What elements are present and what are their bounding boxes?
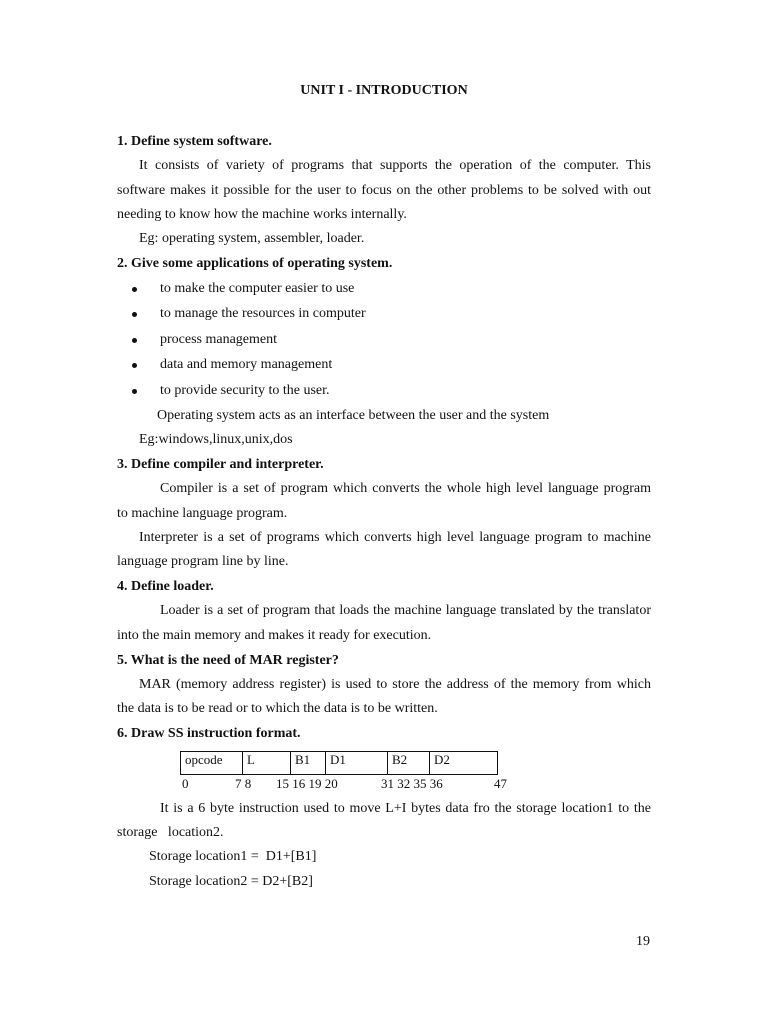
q4-paragraph-line-2: into the main memory and makes it ready for execution. (117, 628, 432, 643)
field-opcode: opcode (181, 752, 243, 775)
field-d2: D2 (430, 752, 498, 775)
bit-position-label: 15 16 19 20 (276, 776, 338, 791)
q1-paragraph-line-2: software makes it possible for the user to focus on the other problems to be solved with out (117, 183, 651, 198)
bullet-icon (132, 363, 137, 368)
q1-paragraph-line-1: It consists of variety of programs that supports the operation of the computer. This (139, 158, 651, 173)
field-l: L (243, 752, 291, 775)
q2-note: Operating system acts as an interface between the user and the system (157, 408, 550, 423)
q3-paragraph-line-1: Compiler is a set of program which converts the whole high level language program (160, 481, 651, 496)
ss-instruction-format-table (180, 751, 498, 775)
q4-paragraph-line-1: Loader is a set of program that loads the machine language translated by the translator (160, 603, 651, 618)
q6-heading: 6. Draw SS instruction format. (117, 726, 301, 741)
bullet-icon (132, 287, 137, 292)
q5-heading: 5. What is the need of MAR register? (117, 653, 339, 668)
bit-position-label: 47 (494, 776, 507, 791)
q1-example: Eg: operating system, assembler, loader. (139, 231, 365, 246)
q5-paragraph-line-2: the data is to be read or to which the data is to be written. (117, 701, 438, 716)
bit-position-label: 0 (182, 776, 189, 791)
q3-heading: 3. Define compiler and interpreter. (117, 457, 324, 472)
q2-heading: 2. Give some applications of operating system. (117, 256, 393, 271)
bullet-icon (132, 389, 137, 394)
page-number: 19 (636, 934, 650, 949)
bit-position-label: 31 32 35 36 (381, 776, 443, 791)
q6-paragraph-line-1: It is a 6 byte instruction used to move L+I bytes data fro the storage location1 to the (160, 801, 651, 816)
q4-heading: 4. Define loader. (117, 579, 214, 594)
q1-paragraph-line-3: needing to know how the machine works internally. (117, 207, 407, 222)
storage-location-2-formula: Storage location2 = D2+[B2] (149, 874, 313, 889)
field-b2: B2 (388, 752, 430, 775)
q3-paragraph-line-2: to machine language program. (117, 506, 288, 521)
field-d1: D1 (326, 752, 388, 775)
storage-location-1-formula: Storage location1 = D1+[B1] (149, 849, 317, 864)
q1-heading: 1. Define system software. (117, 134, 272, 149)
q3-paragraph-line-3: Interpreter is a set of programs which converts high level language program to machine (139, 530, 651, 545)
q6-paragraph-line-2: storage location2. (117, 825, 224, 840)
document-page: UNIT I - INTRODUCTION 1. Define system software. It consists of variety of programs that supports the operation of the computer. This software makes it possible for the user to focus on the other problems to be solved with out needing to know how the machine works internally. Eg: operating system, assembler, loader. 2. Give some applications of operating system. to make the computer easier to use to manage the resources in computer process management data and memory management to provide security to the user. Operating system acts as an interface between the user and the system Eg:windows,linux,unix,dos 3. Define compiler and interpreter. Compiler is a set of program which converts the whole high level language program to machine language program. Interpreter is a set of programs which converts high level language program to machine language program line by line. 4. Define loader. Loader is a set of program that loads the machine language translated by the translator into the main memory and makes it ready for execution. 5. What is the need of MAR register? MAR (memory address register) is used to store the address of the memory from which the data is to be read or to which the data is to be written. 6. Draw SS instruction format. opcode L B1 D1 B2 D2 0 7 8 15 16 19 20 31 32 35 36 47 It is a 6 byte instruction used to move L+I bytes data fro the storage location1 to the storage location2. Storage location1 = D1+[B1] Storage location2 = D2+[B2] 19 (0, 0, 768, 1024)
q2-example: Eg:windows,linux,unix,dos (139, 432, 293, 447)
bit-position-label: 7 8 (235, 776, 252, 791)
q3-paragraph-line-4: language program line by line. (117, 554, 289, 569)
field-b1: B1 (291, 752, 326, 775)
q5-paragraph-line-1: MAR (memory address register) is used to store the address of the memory from which (139, 677, 651, 692)
bullet-icon (132, 312, 137, 317)
bullet-icon (132, 338, 137, 343)
page-title: UNIT I - INTRODUCTION (300, 83, 468, 98)
